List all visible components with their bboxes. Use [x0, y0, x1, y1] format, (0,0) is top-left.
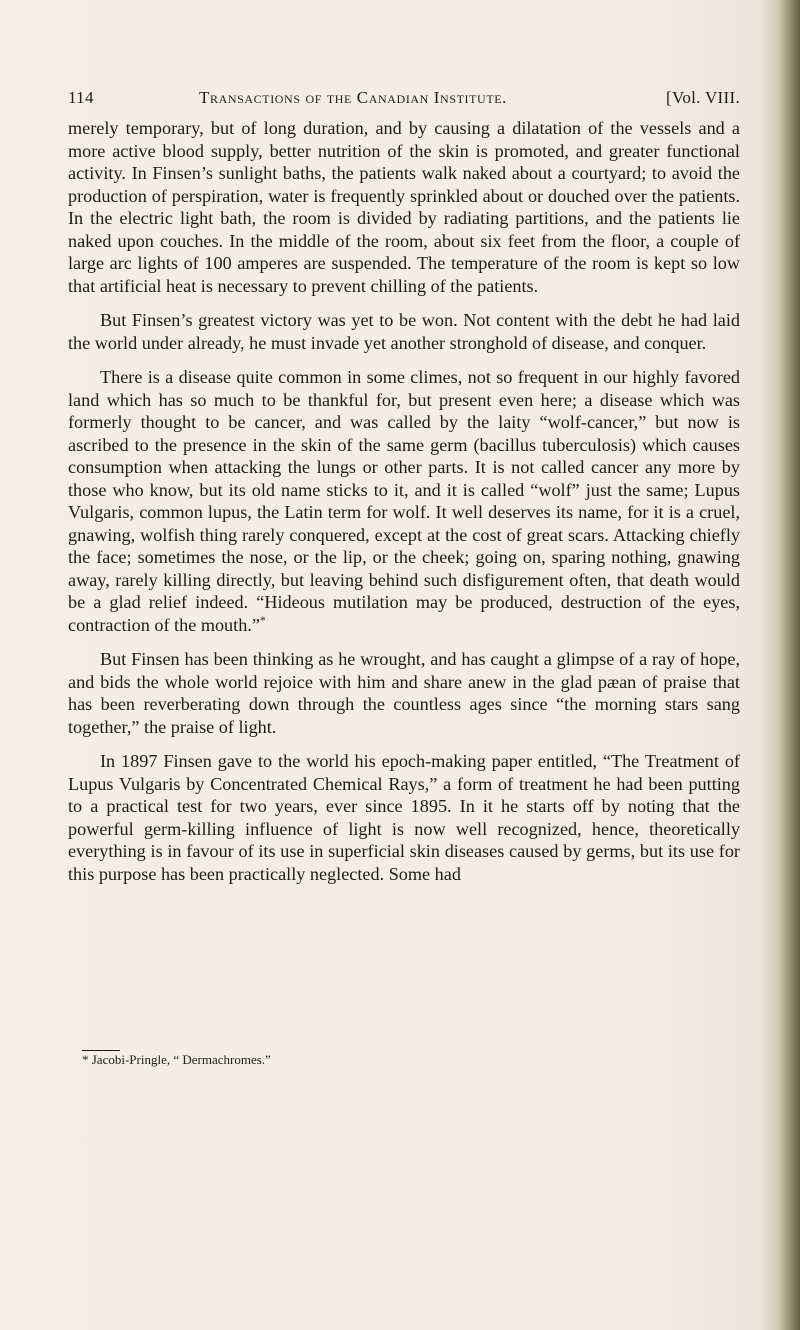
running-head: [68, 88, 740, 112]
volume-label: [Vol. VIII.: [666, 88, 740, 107]
page-edge-shadow: [760, 0, 800, 1330]
paragraph: But Finsen has been thinking as he wrought, and has caught a glimpse of a ray of hope, and bids the whole world rejoice with him and share anew in the glad pæan of praise that has been reverberating down through the countless ages since “the morning stars sang together,” the praise of light.: [68, 649, 740, 737]
body-text: [68, 117, 740, 885]
paragraph-with-footnote-ref: [68, 366, 740, 636]
paragraph: merely temporary, but of long duration, and by causing a dilatation of the vessels and a more active blood supply, better nutrition of the skin is promoted, and greater functional activity. In Finsen’s sunlight baths, the patients walk naked about a courtyard; to avoid the production of perspiration, water is frequently sprinkled about or douched over the patients. In the electric light bath, the room is divided by radiating partitions, and the patients lie naked upon couches. In the middle of the room, about six feet from the floor, a couple of large arc lights of 100 amperes are suspended. The temperature of the room is kept so low that artificial heat is necessary to prevent chilling of the patients.: [68, 118, 740, 296]
paragraph: But Finsen’s greatest victory was yet to be won. Not content with the debt he had laid the world under already, he must invade yet another stronghold of disease, and conquer.: [68, 310, 740, 353]
page-number: 114: [68, 88, 94, 107]
journal-title: Transactions of the Canadian Institute.: [199, 88, 508, 107]
paragraph: In 1897 Finsen gave to the world his epoch-making paper entitled, “The Treatment of Lupus Vulgaris by Concentrated Chemical Rays,” a form of treatment he had been putting to a practical test for two years, ever since 1895. In it he starts off by noting that the powerful germ-killing influence of light is now well recognized, hence, theoretically everything is in favour of its use in superficial skin diseases caused by germs, but its use for this purpose has been practically neglected. Some had: [68, 751, 740, 884]
footnote-marker: *: [259, 612, 266, 627]
paragraph-text: There is a disease quite common in some climes, not so frequent in our highly favored land which has so much to be thankful for, but present even here; a disease which was formerly thought to be cancer, and was called by the laity “wolf-cancer,” but now is ascribed to the presence in the skin of the same germ (bacillus tuberculosis) which causes consumption when attacking the lungs or other parts. It is not called cancer any more by those who know, but its old name sticks to it, and it is called “wolf” just the same; Lupus Vulgaris, common lupus, the Latin term for wolf. It well deserves its name, for it is a cruel, gnawing, wolfish thing rarely conquered, except at the cost of great scars. Attacking chiefly the face; sometimes the nose, or the lip, or the cheek; going on, sparing nothing, gnawing away, rarely killing directly, but leaving behind such disfigurement often, that death would be a glad relief indeed. “Hideous mutilation may be produced, destruction of the eyes, contraction of the mouth.”: [68, 367, 740, 635]
footnote-rule: [82, 1050, 120, 1051]
footnote: * Jacobi-Pringle, “ Dermachromes.”: [82, 1052, 271, 1067]
